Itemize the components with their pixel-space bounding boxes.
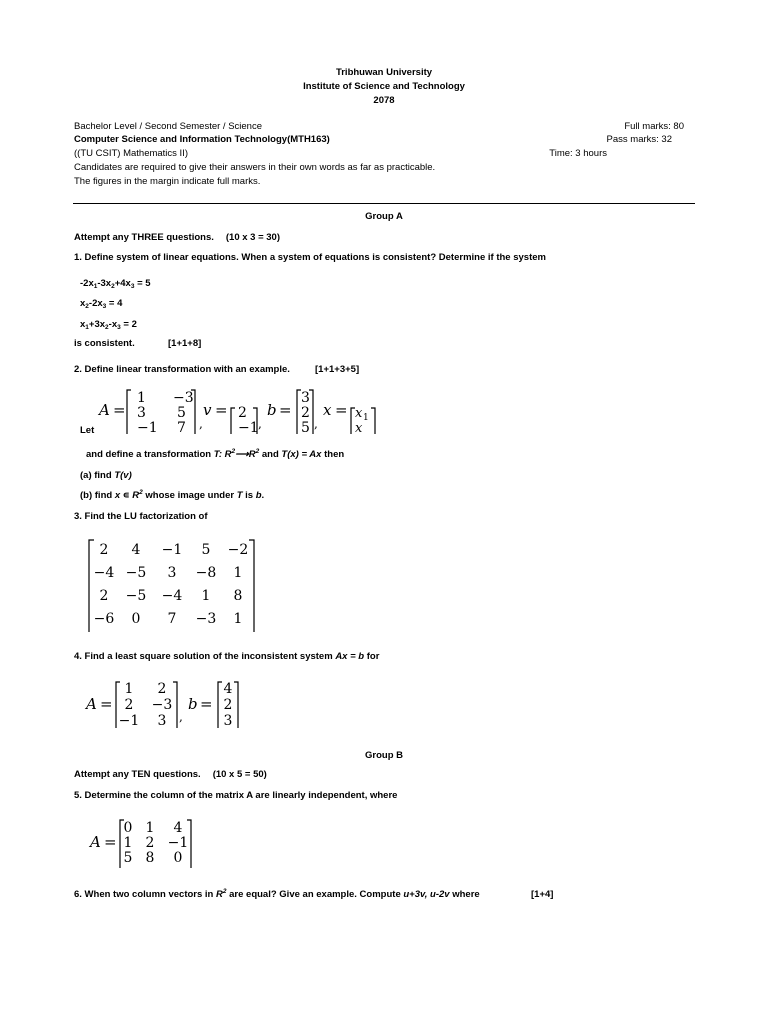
question-6-text: 6. When two column vectors in $R^2$ are equal? Give an example. Compute u+3v, u-2v where <box>74 888 480 900</box>
svg-text:7: 7 <box>177 420 186 436</box>
q2-matrices-image <box>95 386 385 436</box>
svg-text:3: 3 <box>167 565 177 581</box>
svg-text:5: 5 <box>301 420 310 436</box>
svg-text:3: 3 <box>223 713 233 729</box>
exam-year: 2078 <box>373 95 395 106</box>
svg-text:2: 2 <box>223 697 233 713</box>
svg-text:v: v <box>203 401 212 419</box>
pass-marks: Pass marks: 32 <box>606 134 672 145</box>
svg-text:x: x <box>355 421 363 436</box>
svg-text:2: 2 <box>145 835 155 851</box>
svg-text:,: , <box>314 417 318 431</box>
instructions-line-2: The figures in the margin indicate full marks. <box>74 176 261 187</box>
q1-equation-1: $-2x_1-3x_2+4x_3 = 5$ <box>80 278 151 290</box>
institute-name: Institute of Science and Technology <box>303 81 465 92</box>
q2-let: Let <box>80 425 95 436</box>
svg-text:3: 3 <box>137 405 146 421</box>
question-1-text: 1. Define system of linear equations. When a system of equations is consistent? Determine if the system <box>74 252 546 263</box>
svg-text:−1: −1 <box>118 713 140 729</box>
svg-text:−8: −8 <box>195 565 217 581</box>
svg-text:5: 5 <box>177 405 186 421</box>
svg-text:1: 1 <box>233 565 243 581</box>
question-4-text: 4. Find a least square solution of the inconsistent system Ax = b for <box>74 651 380 662</box>
question-3-text: 3. Find the LU factorization of <box>74 511 208 522</box>
svg-text:2: 2 <box>99 542 109 558</box>
svg-text:−3: −3 <box>173 390 194 406</box>
university-name: Tribhuwan University <box>335 67 433 78</box>
q2-part-b: (b) find x ∊ $R^2$ whose image under T is b. <box>80 489 265 501</box>
svg-text:2: 2 <box>157 681 167 697</box>
svg-text:−5: −5 <box>125 565 147 581</box>
q2-define-line: and define a transformation T: $R^2⟶R^2$ and T(x) = Ax then <box>86 448 345 460</box>
svg-text:4: 4 <box>223 681 233 697</box>
svg-text:A: A <box>99 401 110 419</box>
svg-text:1: 1 <box>137 390 146 406</box>
q3-matrix-image <box>82 536 262 627</box>
full-marks: Full marks: 80 <box>624 121 684 132</box>
svg-text:2: 2 <box>99 588 109 604</box>
svg-text:A: A <box>90 833 101 851</box>
svg-text:−2: −2 <box>227 542 249 558</box>
svg-text:−6: −6 <box>93 611 115 627</box>
q6-marks: [1+4] <box>531 889 554 900</box>
svg-text:7: 7 <box>167 611 177 627</box>
q1-marks: [1+1+8] <box>168 338 202 349</box>
svg-text:x: x <box>323 401 332 419</box>
svg-text:1: 1 <box>123 835 133 851</box>
svg-text:0: 0 <box>131 611 141 627</box>
q2-marks: [1+1+3+5] <box>315 364 360 375</box>
q1-equation-2: $x_2-2x_3 = 4$ <box>80 298 123 310</box>
q1-closing: is consistent. <box>74 338 135 349</box>
svg-text:−1: −1 <box>161 542 183 558</box>
time-allowed: Time: 3 hours <box>549 148 607 159</box>
svg-text:−1: −1 <box>137 420 158 436</box>
svg-text:b: b <box>267 401 277 419</box>
q4-matrices-image <box>82 676 242 729</box>
svg-text:x: x <box>355 406 363 421</box>
svg-text:1: 1 <box>124 681 134 697</box>
svg-text:=: = <box>113 401 126 419</box>
q2-part-a: (a) find T(v) <box>80 470 132 481</box>
svg-text:−1: −1 <box>238 420 259 436</box>
group-a-instruction: Attempt any THREE questions. (10 x 3 = 30) <box>74 232 281 243</box>
svg-text:−4: −4 <box>161 588 183 604</box>
group-a-title: Group A <box>365 211 403 222</box>
q5-matrix-image <box>86 816 196 866</box>
svg-text:1: 1 <box>145 820 155 836</box>
q1-equation-3: $x_1+3x_2-x_3 = 2$ <box>80 319 137 331</box>
group-b-title: Group B <box>365 750 403 761</box>
svg-text:A: A <box>86 695 97 713</box>
level-line: Bachelor Level / Second Semester / Science <box>74 121 262 132</box>
svg-text:,: , <box>258 417 262 431</box>
svg-text:=: = <box>215 401 228 419</box>
svg-text:8: 8 <box>233 588 243 604</box>
question-5-text: 5. Determine the column of the matrix A are linearly independent, where <box>74 790 398 801</box>
svg-text:,: , <box>199 417 203 431</box>
svg-text:2: 2 <box>124 697 134 713</box>
svg-text:,: , <box>179 710 183 724</box>
header-divider <box>73 203 695 204</box>
svg-text:1: 1 <box>201 588 211 604</box>
group-b-instruction: Attempt any TEN questions. (10 x 5 = 50) <box>74 769 267 780</box>
svg-text:=: = <box>200 695 213 713</box>
svg-text:4: 4 <box>131 542 141 558</box>
svg-text:−3: −3 <box>151 697 173 713</box>
svg-text:3: 3 <box>301 390 310 406</box>
svg-text:3: 3 <box>157 713 167 729</box>
question-2-text: 2. Define linear transformation with an example. <box>74 364 290 375</box>
svg-text:=: = <box>279 401 292 419</box>
svg-text:4: 4 <box>173 820 183 836</box>
svg-text:1: 1 <box>363 413 369 423</box>
svg-text:5: 5 <box>123 850 133 866</box>
svg-text:b: b <box>188 695 198 713</box>
svg-text:2: 2 <box>301 405 310 421</box>
svg-text:−1: −1 <box>167 835 189 851</box>
svg-text:1: 1 <box>233 611 243 627</box>
svg-text:−3: −3 <box>195 611 217 627</box>
course-line: Computer Science and Information Technology(MTH163) <box>74 134 330 145</box>
svg-text:0: 0 <box>123 820 133 836</box>
svg-text:−4: −4 <box>93 565 115 581</box>
svg-text:−5: −5 <box>125 588 147 604</box>
svg-text:=: = <box>104 833 117 851</box>
svg-text:=: = <box>100 695 113 713</box>
svg-text:0: 0 <box>173 850 183 866</box>
svg-text:2: 2 <box>238 405 247 421</box>
svg-text:=: = <box>335 401 348 419</box>
svg-text:8: 8 <box>145 850 155 866</box>
svg-text:5: 5 <box>201 542 211 558</box>
subject-line: ((TU CSIT) Mathematics II) <box>74 148 189 159</box>
instructions-line-1: Candidates are required to give their answers in their own words as far as practicable. <box>74 162 436 173</box>
